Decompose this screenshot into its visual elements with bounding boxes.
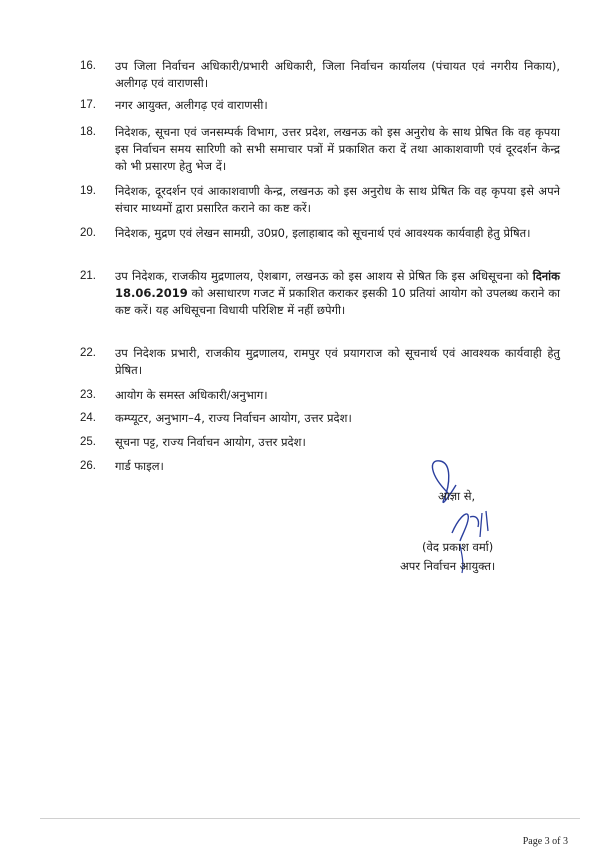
item-text xyxy=(115,268,560,319)
item-text: गार्ड फाइल। xyxy=(115,459,164,473)
item-number: 25. xyxy=(80,436,96,448)
item-text-part: को असाधारण गजट में प्रकाशित कराकर इसकी 10 प्रतियां आयोग को उपलब्ध कराने का कष्ट करें। यह अधिसूचना विधायी परिशिष्ट में नहीं छपेगी। xyxy=(115,286,560,317)
item-text-part: उप निदेशक, राजकीय मुद्रणालय, ऐशबाग, लखनऊ को इस आशय से प्रेषित कि इस अधिसूचना को xyxy=(115,269,533,283)
publication-date: दिनांक 18.06.2019 xyxy=(115,269,560,300)
signatory-designation: अपर निर्वाचन आयुक्त। xyxy=(400,559,496,573)
item-number: 24. xyxy=(80,412,96,424)
item-number: 17. xyxy=(80,99,96,111)
item-text: निदेशक, सूचना एवं जनसम्पर्क विभाग, उत्तर प्रदेश, लखनऊ को इस अनुरोध के साथ प्रेषित कि वह कृपया इस निर्वाचन समय सारिणी को सभी समाचार पत्रों में प्रकाशित करा दें तथा आकाशवाणी एवं दूरदर्शन केन्द्र को भी प्रसारण हेतु भेज दें। xyxy=(115,125,560,173)
item-text: कम्प्यूटर, अनुभाग–4, राज्य निर्वाचन आयोग, उत्तर प्रदेश। xyxy=(115,411,352,425)
item-number: 16. xyxy=(80,60,96,72)
item-text: निदेशक, दूरदर्शन एवं आकाशवाणी केन्द्र, लखनऊ को इस अनुरोध के साथ प्रेषित कि वह कृपया इसे अपने संचार माध्यमों द्वारा प्रसारित कराने का कष्ट करें। xyxy=(115,184,560,215)
footer-divider xyxy=(40,818,580,819)
item-number: 26. xyxy=(80,460,96,472)
item-text: उप निदेशक प्रभारी, राजकीय मुद्रणालय, रामपुर एवं प्रयागराज को सूचनार्थ एवं आवश्यक कार्यवाही हेतु प्रेषित। xyxy=(115,346,560,377)
item-number: 19. xyxy=(80,185,96,197)
item-text: निदेशक, मुद्रण एवं लेखन सामग्री, उ0प्र0, इलाहाबाद को सूचनार्थ एवं आवश्यक कार्यवाही हेतु प्रेषित। xyxy=(115,226,531,240)
signature-block xyxy=(400,455,570,585)
item-number: 22. xyxy=(80,347,96,359)
item-number: 23. xyxy=(80,389,96,401)
item-number: 21. xyxy=(80,270,96,282)
item-number: 20. xyxy=(80,227,96,239)
item-number: 18. xyxy=(80,126,96,138)
item-text: सूचना पट्ट, राज्य निर्वाचन आयोग, उत्तर प्रदेश। xyxy=(115,435,306,449)
item-text: आयोग के समस्त अधिकारी/अनुभाग। xyxy=(115,388,268,402)
item-text: उप जिला निर्वाचन अधिकारी/प्रभारी अधिकारी, जिला निर्वाचन कार्यालय (पंचायत एवं नगरीय निकाय), अलीगढ़ एवं वाराणसी। xyxy=(115,59,560,90)
signatory-name: (वेद प्रकाश वर्मा) xyxy=(422,540,494,554)
order-line: आज्ञा से, xyxy=(438,489,476,503)
item-text: नगर आयुक्त, अलीगढ़ एवं वाराणसी। xyxy=(115,98,268,112)
page-number: Page 3 of 3 xyxy=(522,836,568,847)
